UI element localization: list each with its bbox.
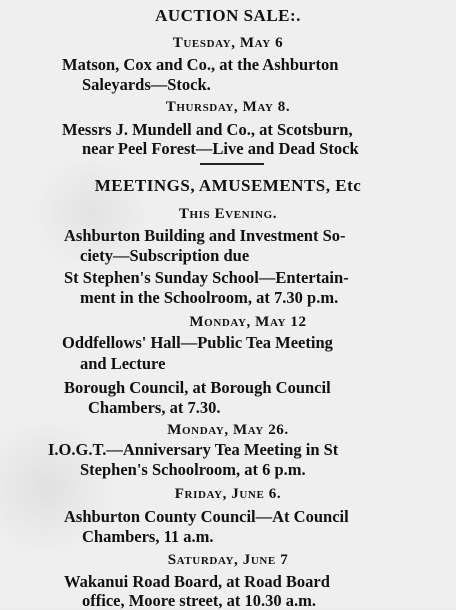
meeting-line: Wakanui Road Board, at Road Board <box>64 572 330 591</box>
auction-line: Matson, Cox and Co., at the Ashburton <box>62 55 339 74</box>
meeting-date: Friday, June 6. <box>174 486 282 502</box>
meeting-line: Chambers, 11 a.m. <box>82 527 214 546</box>
auction-line: Saleyards—Stock. <box>82 75 211 94</box>
auction-date-1: Tuesday, May 6 <box>172 35 284 51</box>
auction-sales-heading: AUCTION SALE:. <box>155 6 301 25</box>
meeting-line: Chambers, at 7.30. <box>88 398 221 417</box>
section-divider <box>200 163 264 165</box>
meeting-line: Stephen's Schoolroom, at 6 p.m. <box>80 460 306 479</box>
meeting-line: Ashburton County Council—At Council <box>64 507 349 526</box>
meeting-line: ment in the Schoolroom, at 7.30 p.m. <box>80 288 339 307</box>
meeting-line: Oddfellows' Hall—Public Tea Meeting <box>62 333 333 352</box>
meeting-line: St Stephen's Sunday School—Entertain- <box>64 268 349 287</box>
meeting-date: Saturday, June 7 <box>167 552 289 568</box>
meeting-date: Monday, May 26. <box>167 422 289 438</box>
meeting-line: office, Moore street, at 10.30 a.m. <box>82 591 316 610</box>
meeting-line: ciety—Subscription due <box>80 246 250 265</box>
meeting-line: I.O.G.T.—Anniversary Tea Meeting in St <box>48 440 339 459</box>
meeting-line: Ashburton Building and Investment So- <box>64 226 346 245</box>
meeting-date: This Evening. <box>178 206 278 222</box>
meetings-heading: MEETINGS, AMUSEMENTS, Etc <box>94 176 362 195</box>
meeting-date: Monday, May 12 <box>189 314 307 330</box>
auction-date-2: Thursday, May 8. <box>165 99 291 115</box>
auction-line: Messrs J. Mundell and Co., at Scotsburn, <box>62 120 353 139</box>
meeting-line: Borough Council, at Borough Council <box>64 378 331 397</box>
meeting-line: and Lecture <box>80 354 166 373</box>
auction-line: near Peel Forest—Live and Dead Stock <box>82 139 359 158</box>
